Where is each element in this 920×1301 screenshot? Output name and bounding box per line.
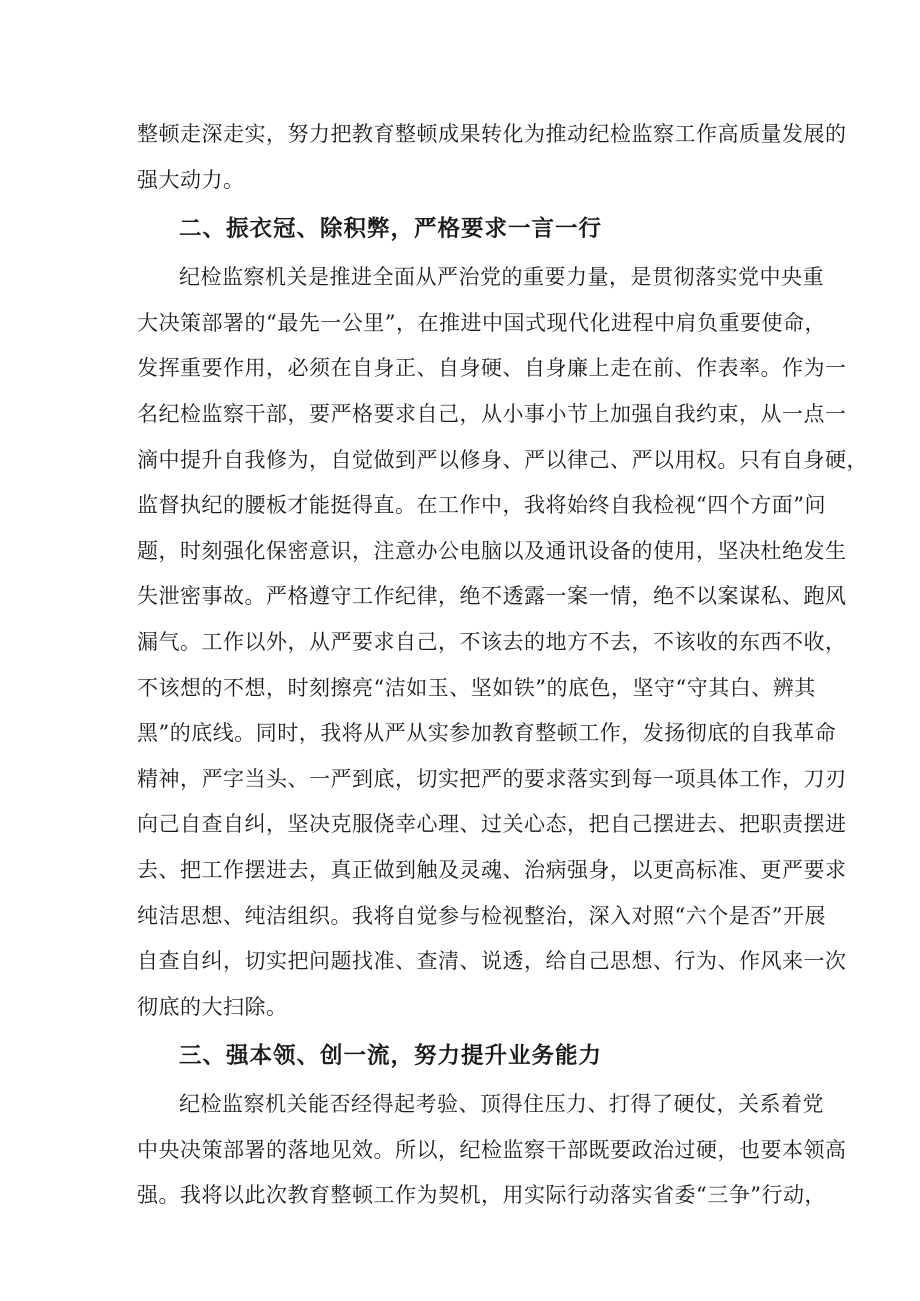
- body-text-line: 纪检监察机关能否经得起考验、顶得住压力、打得了硬仗，关系着党: [179, 1092, 824, 1117]
- body-text-line: 滴中提升自我修为，自觉做到严以修身、严以律己、严以用权。只有自身硬，: [137, 447, 868, 472]
- body-text-line: 名纪检监察干部，要严格要求自己，从小事小节上加强自我约束，从一点一: [137, 401, 847, 426]
- document-page: [137, 112, 868, 1219]
- body-text-line: 强大动力。: [137, 167, 245, 192]
- body-text-line: 监督执纪的腰板才能挺得直。在工作中，我将始终自我检视“四个方面”问: [137, 493, 826, 518]
- body-text-line: 漏气。工作以外，从严要求自己，不该去的地方不去，不该收的东西不收，: [137, 629, 847, 654]
- body-text-line: 整顿走深走实，努力把教育整顿成果转化为推动纪检监察工作高质量发展的: [137, 122, 847, 146]
- body-text-line: 纪检监察机关是推进全面从严治党的重要力量，是贯彻落实党中央重: [179, 265, 824, 290]
- body-text-line: 大决策部署的“最先一公里”，在推进中国式现代化进程中肩负重要使命，: [137, 310, 826, 335]
- body-text-line: 向己自查自纠，坚决克服侥幸心理、过关心态，把自己摆进去、把职责摆进: [137, 812, 847, 837]
- section-heading-2: 二、振衣冠、除积弊，严格要求一言一行: [179, 216, 603, 243]
- body-text-line: 去、把工作摆进去，真正做到触及灵魂、治病强身，以更高标准、更严要求: [137, 857, 847, 882]
- intro-paragraph: [137, 112, 847, 203]
- section-heading-3: 三、强本领、创一流，努力提升业务能力: [179, 1043, 603, 1070]
- section-3-paragraph: [137, 1082, 847, 1219]
- body-text-line: 彻底的大扫除。: [137, 994, 288, 1019]
- body-text-line: 纯洁思想、纯洁组织。我将自觉参与检视整治，深入对照“六个是否”开展: [137, 903, 826, 928]
- body-text-line: 不该想的不想，时刻擦亮“洁如玉、坚如铁”的底色，坚守“守其白、辨其: [137, 675, 816, 700]
- body-text-line: 黑”的底线。同时，我将从严从实参加教育整顿工作，发扬彻底的自我革命: [137, 721, 837, 746]
- body-text-line: 强。我将以此次教育整顿工作为契机，用实际行动落实省委“三争”行动，: [137, 1183, 826, 1208]
- body-text-line: 题，时刻强化保密意识，注意办公电脑以及通讯设备的使用，坚决杜绝发生: [137, 538, 847, 563]
- section-2-paragraph: [137, 255, 868, 1030]
- body-text-line: 自查自纠，切实把问题找准、查清、说透，给自己思想、行为、作风来一次: [137, 949, 847, 974]
- body-text-line: 发挥重要作用，必须在自身正、自身硬、自身廉上走在前、作表率。作为一: [137, 356, 847, 381]
- body-text-line: 失泄密事故。严格遵守工作纪律，绝不透露一案一情，绝不以案谋私、跑风: [137, 584, 847, 609]
- body-text-line: 中央决策部署的落地见效。所以，纪检监察干部既要政治过硬，也要本领高: [137, 1137, 847, 1162]
- body-text-line: 精神，严字当头、一严到底，切实把严的要求落实到每一项具体工作，刀刃: [137, 766, 847, 791]
